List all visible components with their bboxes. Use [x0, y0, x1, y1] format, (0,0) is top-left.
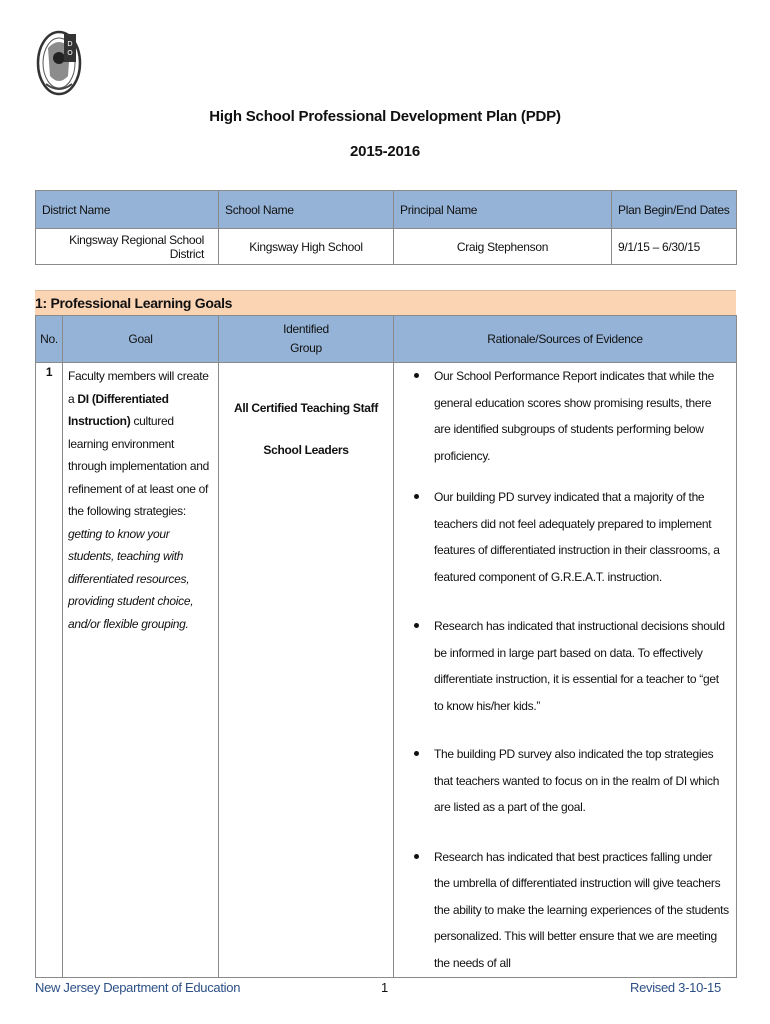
rationale-bullet: Research has indicated that best practices falling under the umbrella of differentiated instruction will give teachers the ability to make the learning experiences of the students personalized. This will better ensure that we are meeting the needs of all	[394, 844, 736, 977]
document-title: High School Professional Development Plan (PDP)	[209, 108, 561, 125]
footer-department: New Jersey Department of Education	[35, 980, 241, 995]
rationale-bullet: The building PD survey also indicated the top strategies that teachers wanted to focus on in the realm of DI which are listed as a part of the goal.	[394, 741, 736, 821]
goal-text-bold: DI (Differentiated Instruction)	[68, 391, 169, 428]
plan-dates-header: Plan Begin/End Dates	[612, 191, 737, 229]
school-name-value: Kingsway High School	[219, 229, 394, 265]
district-info-table	[35, 190, 737, 265]
goal-text-italic: getting to know your students, teaching with differentiated resources, providing student choice, and/or flexible grouping.	[68, 526, 194, 631]
rationale-list	[394, 363, 736, 976]
goal-number: 1	[36, 363, 63, 978]
goal-column-header: Goal	[63, 316, 219, 363]
rationale-bullet: Our building PD survey indicated that a majority of the teachers did not feel adequately prepared to implement features of differentiated instruction in their classrooms, a featured component of G.R.E.A.T. instruction.	[394, 484, 736, 590]
professional-learning-goals-heading: 1: Professional Learning Goals	[35, 290, 736, 315]
footer-page-number: 1	[381, 980, 388, 995]
identified-group-header-line2: Group	[290, 341, 322, 355]
info-values-row	[36, 229, 737, 265]
goal-description	[63, 363, 219, 978]
identified-group-item: All Certified Teaching Staff	[233, 401, 379, 415]
info-header-row	[36, 191, 737, 229]
plan-dates-value: 9/1/15 – 6/30/15	[612, 229, 737, 265]
rationale-column-header: Rationale/Sources of Evidence	[394, 316, 737, 363]
principal-name-header: Principal Name	[394, 191, 612, 229]
identified-group-header-line1: Identified	[283, 322, 329, 336]
identified-group-column-header	[219, 316, 394, 363]
goal-row	[36, 363, 737, 978]
goal-text-part2: cultured learning environment through implementation and refinement of at least one of the following strategies:	[68, 414, 209, 518]
no-column-header: No.	[36, 316, 63, 363]
document-year: 2015-2016	[350, 143, 420, 160]
district-name-value: Kingsway Regional School District	[36, 229, 219, 265]
goals-header-row	[36, 316, 737, 363]
svg-text:D: D	[67, 40, 73, 48]
rationale-bullet: Our School Performance Report indicates that while the general education scores show promising results, there are identified subgroups of students performing below proficiency.	[394, 363, 736, 469]
identified-groups	[219, 363, 394, 978]
school-name-header: School Name	[219, 191, 394, 229]
principal-name-value: Craig Stephenson	[394, 229, 612, 265]
identified-group-item: School Leaders	[263, 443, 349, 457]
nj-doe-seal-logo	[36, 28, 82, 98]
rationale-bullet: Research has indicated that instructional decisions should be informed in large part based on data. To effectively differentiate instruction, it is essential for a teacher to “get to know his/her kids.”	[394, 613, 736, 719]
district-name-header: District Name	[36, 191, 219, 229]
goal-text-part1: Faculty members will create a	[68, 369, 209, 406]
rationale-cell	[394, 363, 737, 978]
svg-text:O: O	[67, 49, 73, 57]
footer-revision: Revised 3-10-15	[630, 980, 721, 995]
goals-table	[35, 315, 737, 978]
